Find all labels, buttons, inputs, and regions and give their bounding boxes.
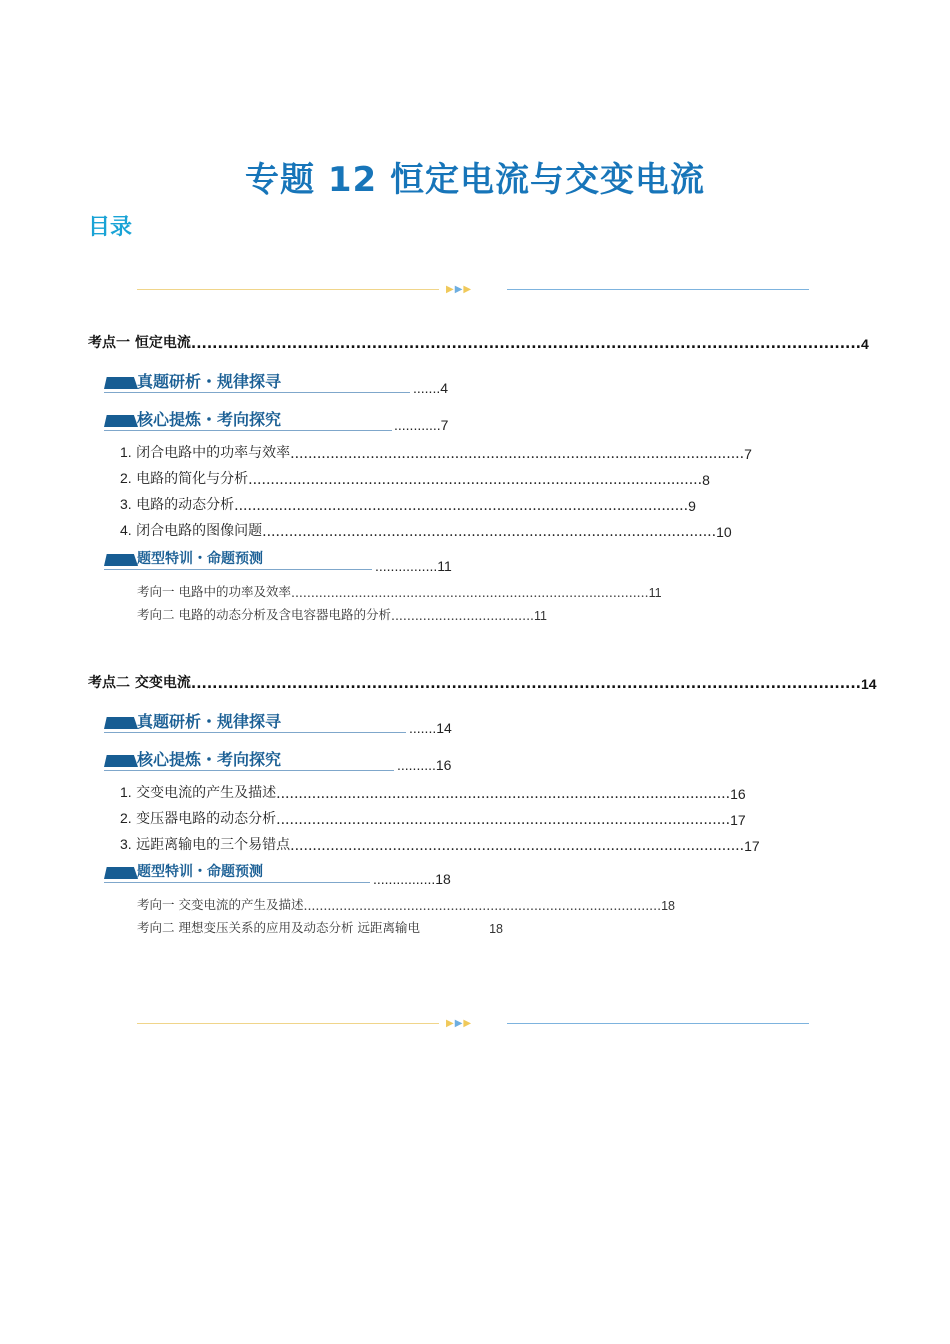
toc-item[interactable]: 1. 交变电流的产生及描述 ...................................................................................................... 16 [120,784,746,802]
banner-page: ................11 [375,558,452,574]
banner-label: 核心提炼・考向探究 [137,410,282,429]
page-number: 14 [861,676,877,692]
banner-page: ................18 [373,871,451,887]
toc-item[interactable]: 2. 电路的简化与分析 ...................................................................................................... 8 [120,470,710,488]
banner-page: ............7 [394,417,449,433]
toc-entry-section-2[interactable] [88,672,877,692]
banner-page: .......4 [413,380,449,396]
page-number: 4 [861,336,869,352]
section-heading: 考点一 恒定电流 [88,335,191,351]
toc-direction[interactable]: 考向二 理想变压关系的应用及动态分析 远距离输电 18 [137,920,503,936]
leader-dots: .............................................................................................................................. [190,676,861,692]
banner-label: 题型特训・命题预测 [137,551,263,567]
toc-direction[interactable]: 考向二 电路的动态分析及含电容器电路的分析 .................................... 11 [137,607,548,623]
banner-label: 题型特训・命题预测 [137,864,263,880]
toc-item[interactable]: 2. 变压器电路的动态分析 ...................................................................................................... 17 [120,810,746,828]
banner-flag-icon [104,415,138,427]
leader-dots: .............................................................................................................................. [190,336,861,352]
banner-flag-icon [104,755,138,767]
banner-page: ..........16 [397,757,452,773]
page-title: 专题 12 恒定电流与交变电流 [245,160,705,200]
arrows-icon: ▶▶▶ [446,284,473,295]
banner-page: .......14 [409,720,452,736]
toc-item[interactable]: 3. 远距离输电的三个易错点 ...................................................................................................... 17 [120,836,760,854]
toc-direction[interactable]: 考向一 交变电流的产生及描述 .......................................................................................... 18 [137,897,675,913]
toc-entry-section-1[interactable] [88,332,869,352]
banner-flag-icon [104,867,138,879]
banner-flag-icon [104,554,138,566]
bottom-divider [137,1017,809,1031]
banner-zhenti-1[interactable] [104,371,464,395]
section-heading: 考点二 交变电流 [88,675,191,691]
banner-label: 真题研析・规律探寻 [137,372,282,391]
toc-direction[interactable]: 考向一 电路中的功率及效率 .......................................................................................... 11 [137,584,662,600]
toc-label: 目录 [88,215,133,240]
top-divider [137,283,809,297]
banner-flag-icon [104,377,138,389]
banner-label: 核心提炼・考向探究 [137,750,282,769]
toc-item[interactable]: 3. 电路的动态分析 ...................................................................................................... 9 [120,496,696,514]
toc-item[interactable]: 1. 闭合电路中的功率与效率 ...................................................................................................... 7 [120,444,752,462]
arrows-icon: ▶▶▶ [446,1018,473,1029]
toc-item[interactable]: 4. 闭合电路的图像问题 ...................................................................................................... 10 [120,522,732,540]
banner-label: 真题研析・规律探寻 [137,712,282,731]
banner-flag-icon [104,717,138,729]
